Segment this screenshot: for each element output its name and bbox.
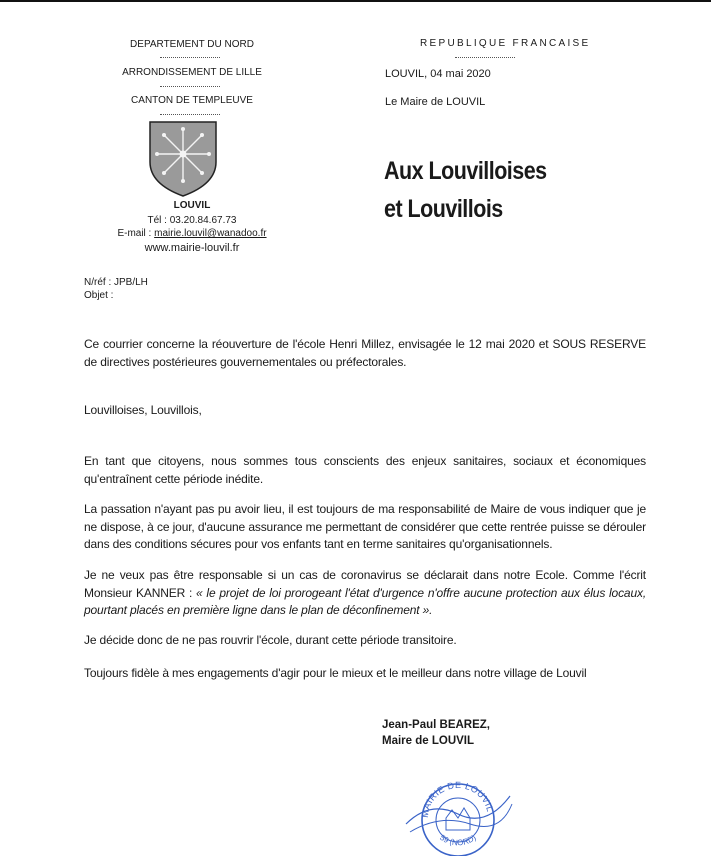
separator-dots <box>160 86 220 87</box>
website-link[interactable]: www.mairie-louvil.fr <box>144 242 240 254</box>
email-link[interactable]: mairie.louvil@wanadoo.fr <box>154 228 267 239</box>
subject-label: Objet : <box>84 290 114 301</box>
arrondissement-label: ARRONDISSEMENT DE LILLE <box>122 67 262 78</box>
signatory-name: Jean-Paul BEAREZ, <box>382 719 490 731</box>
phone-number: Tél : 03.20.84.67.73 <box>147 215 237 226</box>
title-line-1: Aux Louvilloises <box>384 157 547 185</box>
svg-text:MAIRIE DE LOUVIL <box>420 780 496 818</box>
department-label: DEPARTEMENT DU NORD <box>130 39 254 50</box>
reference-number: N/réf : JPB/LH <box>84 277 148 288</box>
svg-text:59 (NORD) <box>438 833 478 847</box>
paragraph-responsibility: La passation n'ayant pas pu avoir lieu, il est toujours de ma responsabilité de Maire de vous indiquer que je ne dispose, à ce jour, d'aucune assurance me permettant de considérer que cette rentrée puisse se dérouler dans des conditions sécures pour vos enfants tant en terme sanitaires qu'organisationnels. <box>84 502 646 551</box>
mairie-stamp <box>400 774 516 856</box>
canton-label: CANTON DE TEMPLEUVE <box>131 95 253 106</box>
place-date: LOUVIL, 04 mai 2020 <box>385 68 491 80</box>
paragraph-coronavirus-intro: Je ne veux pas être responsable si un cas de coronavirus se déclarait dans notre Ecole. Comme l'écrit Monsieur KANNER : <box>84 568 646 600</box>
town-name: LOUVIL <box>173 200 211 211</box>
greeting: Louvilloises, Louvillois, <box>84 403 202 417</box>
republic-label: REPUBLIQUE FRANCAISE <box>420 38 591 49</box>
separator-dots <box>455 57 515 58</box>
title-line-2: et Louvillois <box>384 195 503 223</box>
paragraph-coronavirus <box>84 567 646 620</box>
stamp-top-text: MAIRIE DE LOUVIL <box>419 779 496 819</box>
paragraph-citizens: En tant que citoyens, nous sommes tous conscients des enjeux sanitaires, sociaux et économiques qu'entraînent cette période inédite. <box>84 454 646 486</box>
email-label: E-mail : <box>117 228 152 239</box>
sender-label: Le Maire de LOUVIL <box>385 96 486 108</box>
stamp-bottom-text: 59 (NORD) <box>438 832 478 848</box>
email-line <box>92 228 292 240</box>
separator-dots <box>160 114 220 115</box>
paragraph-commitment: Toujours fidèle à mes engagements d'agir pour le mieux et le meilleur dans notre village de Louvil <box>84 666 587 680</box>
top-border-line <box>0 0 711 2</box>
separator-dots <box>160 57 220 58</box>
paragraph-reopening: Ce courrier concerne la réouverture de l'école Henri Millez, envisagée le 12 mai 2020 et SOUS RESERVE de directives postérieures gouvernementales ou préfectorales. <box>84 337 646 369</box>
town-crest-icon <box>148 118 218 198</box>
kanner-quote: « le projet de loi prorogeant l'état d'urgence n'offre aucune protection aux élus locaux, pourtant placés en première ligne dans le plan de déconfinement ». <box>84 585 647 617</box>
signatory-role: Maire de LOUVIL <box>382 735 475 747</box>
paragraph-decision: Je décide donc de ne pas rouvrir l'école, durant cette période transitoire. <box>84 633 457 647</box>
